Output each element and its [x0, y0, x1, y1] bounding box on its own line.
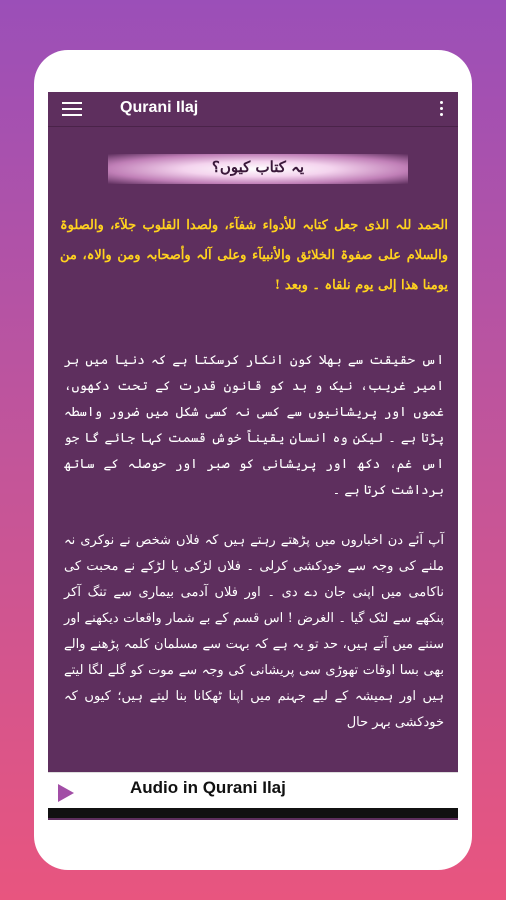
- audio-label: Audio in Qurani Ilaj: [130, 778, 286, 797]
- hamburger-menu-icon[interactable]: [62, 102, 82, 116]
- app-bar: [48, 92, 458, 127]
- banner-title: یہ کتاب کیوں؟: [211, 158, 305, 176]
- play-icon[interactable]: [58, 784, 74, 802]
- app-title: Qurani Ilaj: [120, 99, 199, 116]
- app-screen: [48, 92, 458, 820]
- section-banner: [108, 154, 408, 184]
- paragraph-1: اس حقیقت سے بھلا کون انکار کرسکتا ہے کہ دنیا میں ہر امیر غریب، نیک و بد کو قانون قدرت کے تحت دکھوں، غموں اور پریشانیوں سے کسی نہ کسی شکل میں ضرور واسطہ پڑتا ہے ۔ لیکن وہ انسان یقیناً خوش قسمت کہا جائے گا جو اس غم، دکھ اور پریشانی کو صبر اور حوصلہ کے ساتھ برداشت کرتا ہے ۔: [64, 353, 444, 498]
- audio-player-bar[interactable]: [48, 772, 458, 809]
- arabic-intro-text: الحمد للہ الذی جعل کتابہ للأدواء شفآء، ولصدا القلوب جلآء، والصلوۃ والسلام علی صفوۃ الخلائق والأنبیآء وعلی آلہ وأصحابہ ومن والاہ، من یومنا ھذا إلی یوم نلقاہ ۔ وبعد !: [60, 218, 448, 293]
- paragraph-2: آپ آئے دن اخباروں میں پڑھتے رہتے ہیں کہ فلاں شخص نے نوکری نہ ملنے کی وجہ سے خودکشی کرلی ۔ فلاں لڑکی یا لڑکے نے محبت کی ناکامی میں اپنی جان دے دی ۔ اور فلاں آدمی بیماری سے تنگ آکر پنکھے سے لٹک گیا ۔ الغرض ! اس قسم کے بے شمار واقعات دیکھنے اور سننے میں آتے ہیں، حد تو یہ ہے کہ بہت سے مسلمان کلمہ پڑھنے والے بھی بسا اوقات تھوڑی سی پریشانی کی وجہ سے موت کو گلے لگا لیتے ہیں اور ہمیشہ کے لیے جہنم میں اپنا ٹھکانا بنا لیتے ہیں؛ کیوں کہ خودکشی بہر حال: [64, 533, 444, 730]
- overflow-menu-icon[interactable]: [438, 101, 444, 117]
- bottom-divider: [48, 808, 458, 818]
